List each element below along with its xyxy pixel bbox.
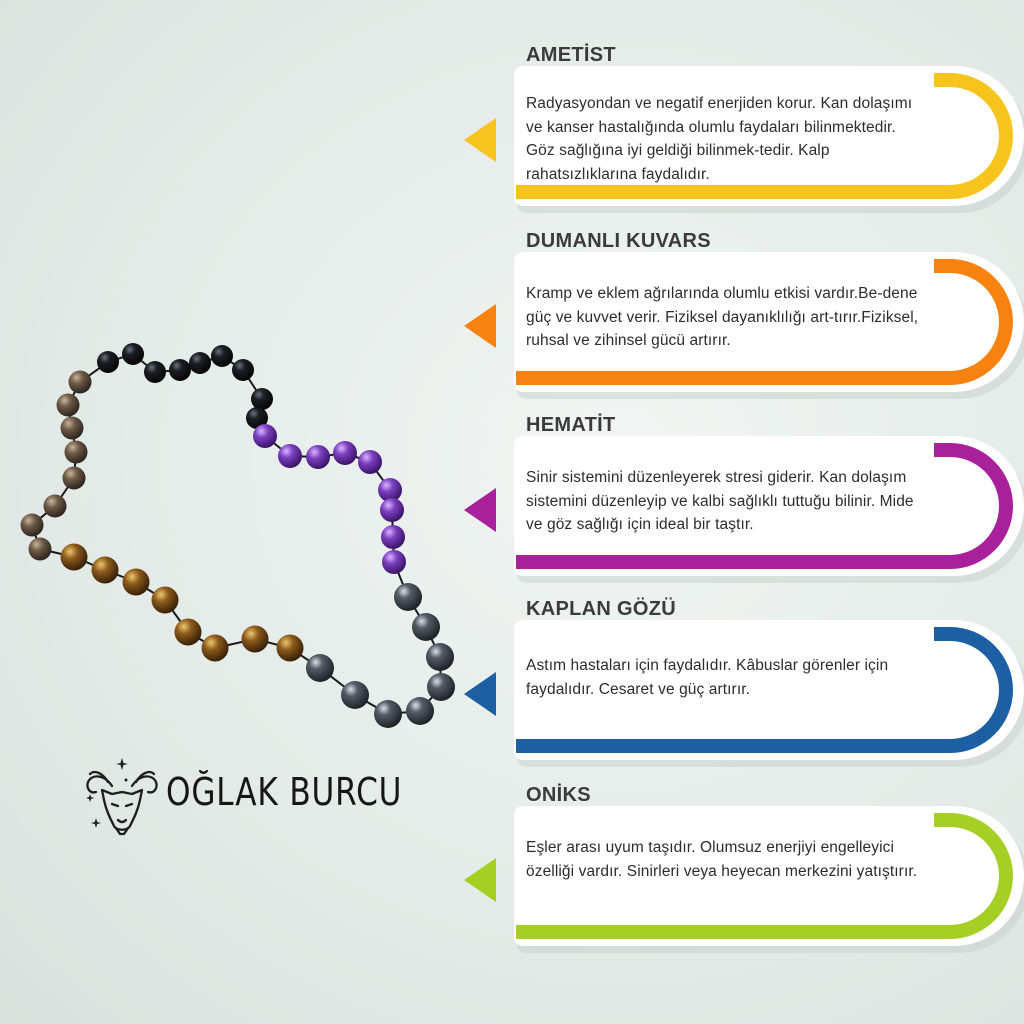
amethyst-bead xyxy=(306,445,330,469)
onyx-bead xyxy=(122,343,144,365)
brand-name: OĞLAK BURCU xyxy=(166,770,403,814)
pointer-arrow xyxy=(464,672,496,716)
pointer-arrow xyxy=(464,118,496,162)
gemstone-section-oniks xyxy=(460,784,1020,969)
amethyst-bead xyxy=(358,450,382,474)
smoky-bead xyxy=(21,514,44,537)
pointer-arrow xyxy=(464,304,496,348)
smoky-bead xyxy=(69,371,92,394)
tiger-bead xyxy=(123,569,150,596)
gemstone-title: ONİKS xyxy=(526,784,591,806)
amethyst-bead xyxy=(278,444,302,468)
gemstone-title: AMETİST xyxy=(526,44,616,66)
amethyst-bead xyxy=(382,550,406,574)
pointer-arrow xyxy=(464,488,496,532)
hematite-bead xyxy=(427,673,455,701)
amethyst-bead xyxy=(380,498,404,522)
hematite-bead xyxy=(306,654,334,682)
hematite-bead xyxy=(406,697,434,725)
onyx-bead xyxy=(97,351,119,373)
tiger-bead xyxy=(175,619,202,646)
smoky-bead xyxy=(44,495,67,518)
gemstone-description: Kramp ve eklem ağrılarında olumlu etkisi vardır.Be-dene güç ve kuvvet verir. Fiziksel dayanıklılığı art-tırır.Fiziksel, ruhsal ve zihinsel gücü artırır. xyxy=(526,285,919,349)
gemstone-title: DUMANLI KUVARS xyxy=(526,230,711,252)
amethyst-bead xyxy=(381,525,405,549)
gemstone-description: Astım hastaları için faydalıdır. Kâbuslar görenler için faydalıdır. Cesaret ve güç artırır. xyxy=(526,657,889,698)
smoky-bead xyxy=(65,441,88,464)
smoky-bead xyxy=(63,467,86,490)
onyx-bead xyxy=(169,359,191,381)
gemstone-title: HEMATİT xyxy=(526,414,616,436)
tiger-bead xyxy=(92,557,119,584)
smoky-bead xyxy=(29,538,52,561)
tiger-bead xyxy=(61,544,88,571)
capricorn-goat-icon xyxy=(82,752,166,842)
amethyst-bead xyxy=(333,441,357,465)
bracelet-image xyxy=(0,330,480,750)
tiger-bead xyxy=(152,587,179,614)
pointer-arrow xyxy=(464,858,496,902)
tiger-bead xyxy=(202,635,229,662)
gemstone-description: Sinir sistemini düzenleyerek stresi giderir. Kan dolaşım sistemini düzenleyip ve kalbi sağlıklı tuttuğu bilinir. Mide ve göz sağlığı için ideal bir taştır. xyxy=(526,469,914,533)
hematite-bead xyxy=(394,583,422,611)
hematite-bead xyxy=(341,681,369,709)
onyx-bead xyxy=(232,359,254,381)
gemstone-title: KAPLAN GÖZÜ xyxy=(526,598,676,620)
tiger-bead xyxy=(242,626,269,653)
hematite-bead xyxy=(374,700,402,728)
hematite-bead xyxy=(412,613,440,641)
hematite-bead xyxy=(426,643,454,671)
smoky-bead xyxy=(61,417,84,440)
tiger-bead xyxy=(277,635,304,662)
gemstone-section-hematit xyxy=(460,414,1020,599)
gemstone-section-dumanli-kuvars xyxy=(460,230,1020,415)
amethyst-bead xyxy=(253,424,277,448)
onyx-bead xyxy=(211,345,233,367)
gemstone-description: Radyasyondan ve negatif enerjiden korur. Kan dolaşımı ve kanser hastalığında olumlu faydaları bilinmektedir. Göz sağlığına iyi geldiği bilinmek-tedir. Kalp rahatsızlıklarına faydalıdır. xyxy=(526,95,913,183)
brand-logo xyxy=(82,752,402,842)
gemstone-section-ametist xyxy=(460,44,1020,229)
gemstone-description: Eşler arası uyum taşıdır. Olumsuz enerjiyi engelleyici özelliği vardır. Sinirleri veya heyecan merkezini yatıştırır. xyxy=(526,839,918,880)
onyx-bead xyxy=(144,361,166,383)
smoky-bead xyxy=(57,394,80,417)
onyx-bead xyxy=(189,352,211,374)
gemstone-section-kaplan-gozu xyxy=(460,598,1020,783)
bracelet-cord xyxy=(32,354,441,714)
onyx-bead xyxy=(251,388,273,410)
